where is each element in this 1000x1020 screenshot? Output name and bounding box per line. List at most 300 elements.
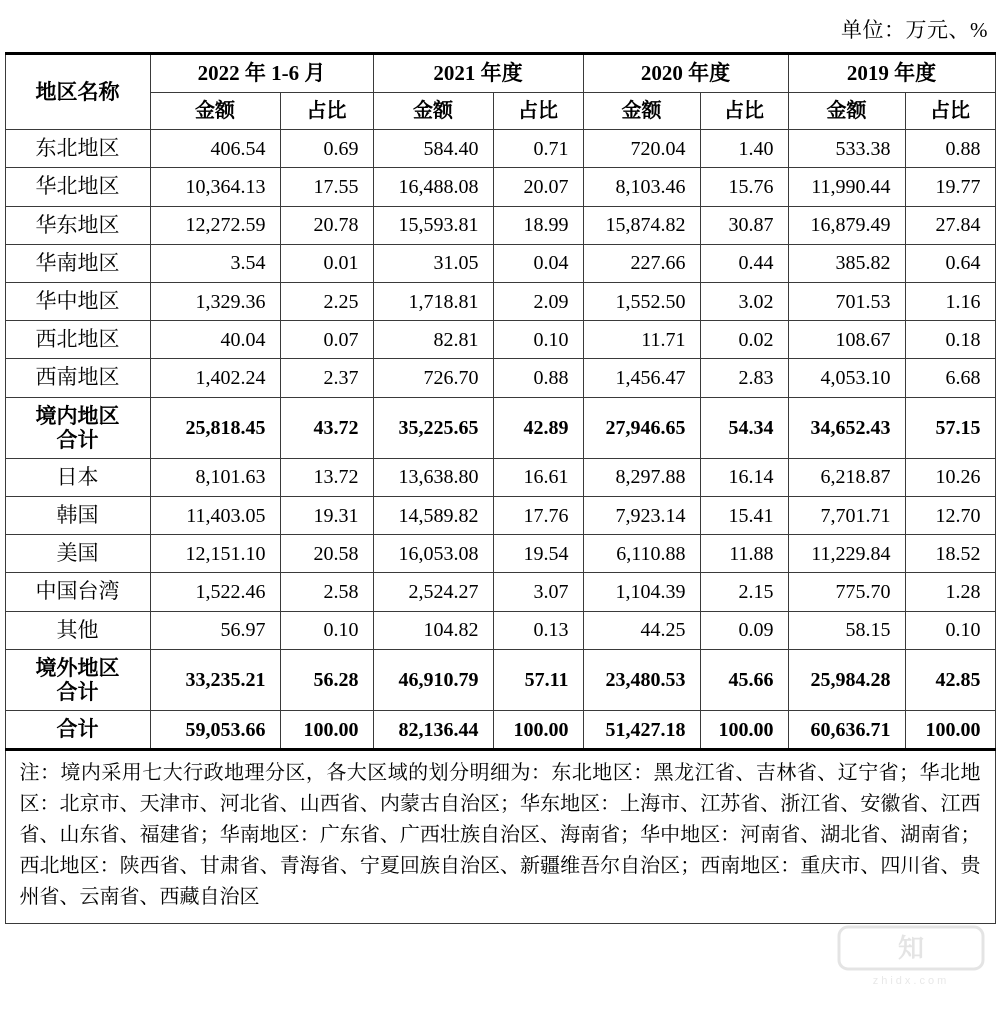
cell-value: 0.10 [323, 619, 359, 642]
cell-value: 701.53 [835, 290, 891, 313]
cell-value: 14,589.82 [398, 504, 479, 527]
row-header-region [5, 130, 150, 168]
cell-amount [583, 573, 700, 611]
cell-amount [150, 711, 280, 750]
cell-value: 0.13 [533, 619, 569, 642]
cell-value: 42.85 [935, 668, 981, 691]
cell-value: 2.58 [323, 580, 359, 603]
cell-share [493, 244, 583, 282]
table-body [5, 130, 995, 750]
cell-value: 15.41 [728, 504, 774, 527]
cell-share [905, 244, 995, 282]
row-header-region [5, 458, 150, 496]
region-label: 华南地区 [35, 250, 120, 275]
cell-share [700, 711, 788, 750]
cell-amount [373, 649, 493, 710]
regional-revenue-table [5, 52, 996, 924]
cell-value: 0.01 [323, 252, 359, 275]
cell-amount [788, 321, 905, 359]
row-header-region [5, 573, 150, 611]
cell-amount [583, 397, 700, 458]
cell-share [905, 206, 995, 244]
row-header-region [5, 535, 150, 573]
cell-value: 16,053.08 [398, 542, 479, 565]
cell-value: 58.15 [845, 619, 891, 642]
row-header-region [5, 206, 150, 244]
cell-amount [150, 359, 280, 397]
cell-amount [583, 649, 700, 710]
cell-share [700, 397, 788, 458]
cell-value: 16.61 [523, 466, 569, 489]
cell-share [493, 321, 583, 359]
cell-amount [583, 496, 700, 534]
cell-share [700, 458, 788, 496]
cell-amount [583, 168, 700, 206]
cell-value: 82,136.44 [398, 718, 479, 741]
row-header-region [5, 359, 150, 397]
cell-value: 35,225.65 [398, 416, 479, 439]
cell-amount [788, 496, 905, 534]
cell-share [280, 130, 373, 168]
region-label: 中国台湾 [35, 579, 120, 604]
cell-value: 10,364.13 [185, 175, 266, 198]
cell-value: 19.31 [313, 504, 359, 527]
cell-value: 40.04 [220, 328, 266, 351]
row-header-region [5, 711, 150, 750]
cell-share [493, 458, 583, 496]
cell-value: 406.54 [210, 137, 266, 160]
region-label: 华北地区 [35, 174, 120, 199]
header-share-0: 占比 [280, 93, 373, 130]
footnote-row [5, 750, 995, 924]
cell-share [905, 611, 995, 649]
cell-share [700, 244, 788, 282]
cell-value: 12.70 [935, 504, 981, 527]
table-row [5, 244, 995, 282]
region-label: 境内地区 合计 [35, 403, 120, 452]
cell-value: 6,218.87 [820, 466, 891, 489]
region-label: 其他 [56, 617, 99, 642]
cell-value: 2,524.27 [408, 580, 479, 603]
cell-value: 15,874.82 [605, 214, 686, 237]
cell-value: 1,104.39 [615, 580, 686, 603]
cell-share [493, 397, 583, 458]
cell-amount [373, 458, 493, 496]
cell-amount [150, 130, 280, 168]
region-label: 美国 [56, 541, 99, 566]
region-label: 华中地区 [35, 288, 120, 313]
header-share-3: 占比 [905, 93, 995, 130]
cell-share [493, 359, 583, 397]
cell-amount [583, 282, 700, 320]
cell-share [493, 206, 583, 244]
cell-value: 59,053.66 [185, 718, 266, 741]
header-share-1: 占比 [493, 93, 583, 130]
cell-value: 0.18 [945, 328, 981, 351]
cell-value: 23,480.53 [605, 668, 686, 691]
cell-value: 100.00 [718, 718, 774, 741]
cell-value: 30.87 [728, 214, 774, 237]
cell-value: 34,652.43 [810, 416, 891, 439]
cell-value: 1,552.50 [615, 290, 686, 313]
cell-share [280, 282, 373, 320]
cell-share [493, 611, 583, 649]
region-label: 日本 [56, 464, 99, 489]
cell-value: 0.64 [945, 252, 981, 275]
header-amount-2: 金额 [583, 93, 700, 130]
cell-share [493, 130, 583, 168]
footnote-text: 注：境内采用七大行政地理分区，各大区域的划分明细为：东北地区：黑龙江省、吉林省、辽宁省；华北地区：北京市、天津市、河北省、山西省、内蒙古自治区；华东地区：上海市、江苏省、浙江省、安徽省、江西省、山东省、福建省；华南地区：广东省、广西壮族自治区、海南省；华中地区：河南省、湖北省、湖南省；西北地区：陕西省、甘肃省、青海省、宁夏回族自治区、新疆维吾尔自治区；西南地区：重庆市、四川省、贵州省、云南省、西藏自治区 [19, 762, 981, 909]
cell-value: 54.34 [728, 416, 774, 439]
cell-share [493, 711, 583, 750]
header-share-2: 占比 [700, 93, 788, 130]
cell-amount [150, 458, 280, 496]
cell-value: 100.00 [513, 718, 569, 741]
cell-value: 2.37 [323, 366, 359, 389]
cell-share [280, 206, 373, 244]
cell-share [700, 649, 788, 710]
cell-value: 18.99 [523, 214, 569, 237]
cell-value: 108.67 [835, 328, 891, 351]
cell-amount [583, 359, 700, 397]
cell-amount [788, 711, 905, 750]
cell-value: 57.11 [524, 668, 569, 691]
cell-share [280, 244, 373, 282]
cell-value: 20.58 [313, 542, 359, 565]
cell-value: 0.71 [533, 137, 569, 160]
header-amount-0: 金额 [150, 93, 280, 130]
cell-value: 13,638.80 [398, 466, 479, 489]
cell-value: 8,103.46 [615, 175, 686, 198]
table-row [5, 282, 995, 320]
cell-share [493, 496, 583, 534]
cell-value: 27.84 [935, 214, 981, 237]
cell-share [280, 458, 373, 496]
region-label: 东北地区 [35, 136, 120, 161]
cell-value: 100.00 [303, 718, 359, 741]
header-amount-3: 金额 [788, 93, 905, 130]
cell-value: 0.07 [323, 328, 359, 351]
cell-amount [150, 397, 280, 458]
cell-value: 0.69 [323, 137, 359, 160]
cell-value: 10.26 [935, 466, 981, 489]
cell-value: 16,488.08 [398, 175, 479, 198]
cell-value: 3.54 [230, 252, 266, 275]
cell-value: 25,818.45 [185, 416, 266, 439]
cell-share [700, 321, 788, 359]
region-label: 合计 [56, 717, 99, 741]
cell-share [280, 649, 373, 710]
cell-share [905, 130, 995, 168]
cell-amount [788, 244, 905, 282]
cell-value: 11,990.44 [811, 175, 891, 198]
cell-value: 11,403.05 [186, 504, 266, 527]
cell-amount [788, 359, 905, 397]
cell-amount [583, 535, 700, 573]
cell-share [280, 535, 373, 573]
cell-amount [150, 496, 280, 534]
cell-share [905, 458, 995, 496]
cell-amount [150, 244, 280, 282]
cell-value: 12,272.59 [185, 214, 266, 237]
watermark-logo [836, 924, 986, 992]
cell-value: 2.09 [533, 290, 569, 313]
cell-amount [583, 130, 700, 168]
table-row [5, 458, 995, 496]
cell-value: 16,879.49 [810, 214, 891, 237]
cell-value: 6.68 [945, 366, 981, 389]
cell-amount [373, 535, 493, 573]
row-header-region [5, 397, 150, 458]
row-header-region [5, 649, 150, 710]
cell-share [905, 397, 995, 458]
cell-value: 227.66 [630, 252, 686, 275]
cell-amount [150, 206, 280, 244]
cell-value: 1,402.24 [195, 366, 266, 389]
cell-amount [373, 711, 493, 750]
cell-value: 720.04 [630, 137, 686, 160]
cell-amount [150, 168, 280, 206]
cell-amount [150, 321, 280, 359]
cell-value: 775.70 [835, 580, 891, 603]
cell-share [700, 535, 788, 573]
cell-amount [583, 321, 700, 359]
table-header [5, 54, 995, 130]
cell-share [700, 611, 788, 649]
cell-share [700, 206, 788, 244]
cell-share [700, 573, 788, 611]
cell-value: 3.07 [533, 580, 569, 603]
cell-value: 15.76 [728, 175, 774, 198]
cell-value: 27,946.65 [605, 416, 686, 439]
cell-value: 6,110.88 [616, 542, 686, 565]
cell-share [905, 649, 995, 710]
cell-value: 13.72 [313, 466, 359, 489]
cell-amount [788, 649, 905, 710]
cell-value: 33,235.21 [185, 668, 266, 691]
cell-amount [373, 282, 493, 320]
cell-amount [583, 458, 700, 496]
cell-amount [583, 711, 700, 750]
cell-value: 8,297.88 [615, 466, 686, 489]
cell-amount [373, 244, 493, 282]
table-row [5, 496, 995, 534]
cell-value: 31.05 [433, 252, 479, 275]
cell-value: 0.02 [738, 328, 774, 351]
cell-amount [373, 206, 493, 244]
cell-amount [788, 168, 905, 206]
header-period-3: 2019 年度 [788, 54, 995, 93]
cell-amount [373, 397, 493, 458]
cell-value: 2.83 [738, 366, 774, 389]
cell-amount [788, 130, 905, 168]
cell-amount [788, 206, 905, 244]
cell-amount [583, 206, 700, 244]
cell-value: 0.09 [738, 619, 774, 642]
cell-share [493, 649, 583, 710]
cell-share [493, 573, 583, 611]
cell-amount [373, 321, 493, 359]
cell-value: 1.16 [945, 290, 981, 313]
cell-value: 104.82 [423, 619, 479, 642]
cell-share [493, 168, 583, 206]
cell-value: 100.00 [925, 718, 981, 741]
cell-value: 1,718.81 [408, 290, 479, 313]
cell-share [280, 496, 373, 534]
table-row [5, 649, 995, 710]
cell-share [280, 168, 373, 206]
cell-share [700, 359, 788, 397]
cell-share [280, 321, 373, 359]
cell-amount [788, 573, 905, 611]
cell-value: 0.88 [945, 137, 981, 160]
cell-value: 51,427.18 [605, 718, 686, 741]
cell-value: 0.88 [533, 366, 569, 389]
cell-value: 25,984.28 [810, 668, 891, 691]
cell-value: 1,329.36 [195, 290, 266, 313]
cell-amount [788, 611, 905, 649]
cell-amount [373, 611, 493, 649]
cell-amount [788, 397, 905, 458]
cell-share [905, 168, 995, 206]
cell-value: 11.71 [641, 328, 686, 351]
header-region-name: 地区名称 [5, 54, 150, 130]
cell-value: 82.81 [433, 328, 479, 351]
cell-value: 17.76 [523, 504, 569, 527]
cell-value: 46,910.79 [398, 668, 479, 691]
cell-share [493, 282, 583, 320]
cell-value: 1.28 [945, 580, 981, 603]
region-label: 韩国 [56, 502, 99, 527]
cell-value: 12,151.10 [185, 542, 266, 565]
cell-value: 60,636.71 [810, 718, 891, 741]
cell-amount [583, 611, 700, 649]
table-row [5, 535, 995, 573]
cell-share [905, 711, 995, 750]
cell-value: 1,522.46 [195, 580, 266, 603]
cell-value: 0.04 [533, 252, 569, 275]
cell-value: 42.89 [523, 416, 569, 439]
cell-value: 584.40 [423, 137, 479, 160]
cell-value: 7,701.71 [820, 504, 891, 527]
cell-value: 2.25 [323, 290, 359, 313]
unit-caption: 单位：万元、% [841, 18, 988, 42]
svg-text:zhidx.com: zhidx.com [872, 975, 950, 987]
header-period-1: 2021 年度 [373, 54, 583, 93]
region-label: 华东地区 [35, 212, 120, 237]
cell-value: 2.15 [738, 580, 774, 603]
cell-value: 7,923.14 [615, 504, 686, 527]
cell-share [905, 321, 995, 359]
cell-value: 16.14 [728, 466, 774, 489]
cell-value: 19.77 [935, 175, 981, 198]
row-header-region [5, 611, 150, 649]
row-header-region [5, 244, 150, 282]
cell-value: 56.97 [220, 619, 266, 642]
cell-amount [150, 611, 280, 649]
table-row [5, 611, 995, 649]
cell-share [905, 535, 995, 573]
cell-share [700, 168, 788, 206]
table-row [5, 711, 995, 750]
cell-amount [373, 130, 493, 168]
cell-value: 0.10 [533, 328, 569, 351]
cell-share [280, 711, 373, 750]
cell-share [905, 496, 995, 534]
cell-share [905, 282, 995, 320]
cell-value: 0.44 [738, 252, 774, 275]
cell-value: 1,456.47 [615, 366, 686, 389]
header-period-2: 2020 年度 [583, 54, 788, 93]
header-amount-1: 金额 [373, 93, 493, 130]
cell-value: 19.54 [523, 542, 569, 565]
cell-value: 56.28 [313, 668, 359, 691]
table-row [5, 130, 995, 168]
cell-amount [788, 535, 905, 573]
cell-value: 3.02 [738, 290, 774, 313]
cell-amount [150, 573, 280, 611]
header-row-metrics [5, 93, 995, 130]
cell-share [905, 359, 995, 397]
cell-amount [150, 535, 280, 573]
header-row-periods [5, 54, 995, 93]
cell-value: 45.66 [728, 668, 774, 691]
cell-value: 15,593.81 [398, 214, 479, 237]
cell-amount [373, 359, 493, 397]
footnote-cell [5, 750, 995, 924]
cell-share [700, 496, 788, 534]
row-header-region [5, 496, 150, 534]
cell-value: 43.72 [313, 416, 359, 439]
cell-value: 20.07 [523, 175, 569, 198]
table-footer [5, 750, 995, 924]
cell-amount [583, 244, 700, 282]
cell-value: 17.55 [313, 175, 359, 198]
table-row [5, 168, 995, 206]
cell-value: 726.70 [423, 366, 479, 389]
row-header-region [5, 282, 150, 320]
cell-value: 44.25 [640, 619, 686, 642]
cell-share [700, 282, 788, 320]
cell-amount [373, 168, 493, 206]
region-label: 西南地区 [35, 365, 120, 390]
cell-share [280, 611, 373, 649]
header-period-0: 2022 年 1-6 月 [150, 54, 373, 93]
cell-value: 8,101.63 [195, 466, 266, 489]
cell-amount [150, 649, 280, 710]
cell-value: 533.38 [835, 137, 891, 160]
cell-value: 11,229.84 [811, 542, 891, 565]
region-label: 西北地区 [35, 327, 120, 352]
cell-share [493, 535, 583, 573]
row-header-region [5, 321, 150, 359]
svg-text:知: 知 [897, 933, 925, 963]
cell-amount [788, 282, 905, 320]
cell-amount [788, 458, 905, 496]
cell-amount [373, 496, 493, 534]
cell-share [280, 573, 373, 611]
row-header-region [5, 168, 150, 206]
cell-value: 20.78 [313, 214, 359, 237]
cell-share [280, 359, 373, 397]
table-row [5, 397, 995, 458]
cell-share [280, 397, 373, 458]
table-row [5, 573, 995, 611]
cell-share [905, 573, 995, 611]
cell-share [700, 130, 788, 168]
cell-value: 57.15 [935, 416, 981, 439]
table-row [5, 206, 995, 244]
